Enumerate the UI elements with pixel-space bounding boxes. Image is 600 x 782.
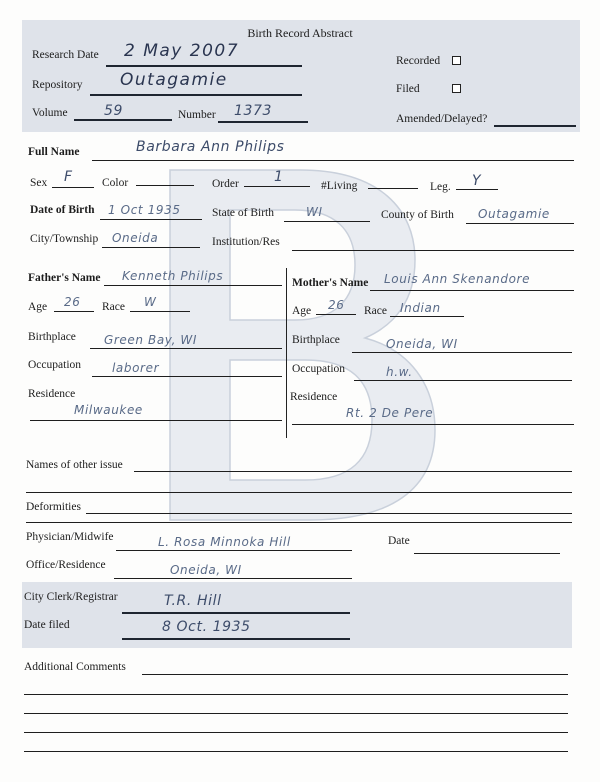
date-filed-value: 8 Oct. 1935	[162, 619, 251, 635]
filed-checkbox[interactable]	[452, 84, 461, 93]
living-line	[368, 188, 418, 189]
filed-label: Filed	[396, 83, 420, 95]
father-occupation-line	[92, 376, 282, 377]
full-name-label: Full Name	[28, 146, 80, 158]
repository-label: Repository	[32, 79, 83, 91]
deformities-line-1	[86, 513, 572, 514]
date-of-birth-value: 1 Oct 1935	[108, 203, 181, 217]
institution-line	[292, 250, 574, 251]
volume-line	[74, 119, 172, 121]
father-birthplace-value: Green Bay, WI	[104, 333, 198, 347]
volume-value: 59	[104, 103, 124, 119]
father-occupation-value: laborer	[112, 361, 160, 375]
father-residence-label: Residence	[28, 388, 76, 400]
mother-birthplace-label: Birthplace	[292, 334, 340, 346]
mother-name-label: Mother's Name	[292, 277, 369, 289]
mother-occupation-value: h.w.	[386, 365, 413, 379]
other-issue-line-1	[134, 471, 572, 472]
mother-age-value: 26	[328, 298, 345, 312]
mother-age-line	[316, 314, 356, 315]
sex-line	[52, 187, 94, 188]
comments-line-3	[24, 713, 568, 714]
mother-age-label: Age	[292, 305, 312, 317]
date-label: Date	[388, 535, 410, 547]
order-line	[244, 186, 310, 187]
father-age-value: 26	[64, 295, 81, 309]
father-birthplace-line	[90, 348, 282, 349]
comments-line-2	[24, 694, 568, 695]
mother-race-label: Race	[364, 305, 387, 317]
research-date-line	[106, 65, 302, 67]
comments-line-1	[142, 674, 568, 675]
father-name-line	[104, 285, 282, 286]
office-residence-value: Oneida, WI	[170, 563, 242, 577]
county-of-birth-value: Outagamie	[478, 207, 550, 221]
living-label: #Living	[321, 180, 358, 192]
form-title: Birth Record Abstract	[247, 26, 353, 40]
father-name-value: Kenneth Philips	[122, 269, 224, 283]
state-of-birth-label: State of Birth	[212, 207, 274, 219]
mother-residence-value: Rt. 2 De Pere	[346, 406, 434, 420]
city-clerk-line	[122, 612, 350, 614]
mother-race-line	[390, 316, 464, 317]
state-of-birth-line	[284, 221, 370, 222]
number-line	[218, 121, 308, 123]
full-name-value: Barbara Ann Philips	[136, 139, 285, 155]
leg-line	[456, 189, 498, 190]
mother-occupation-line	[354, 380, 572, 381]
research-date-value: 2 May 2007	[124, 41, 240, 61]
order-value: 1	[274, 169, 284, 185]
leg-value: Y	[472, 173, 482, 189]
city-township-value: Oneida	[112, 231, 159, 245]
date-filed-label: Date filed	[24, 619, 70, 631]
sex-label: Sex	[30, 177, 48, 189]
mother-birthplace-line	[352, 352, 572, 353]
date-line	[414, 553, 560, 554]
physician-label: Physician/Midwife	[26, 531, 114, 543]
additional-comments-label: Additional Comments	[24, 661, 126, 673]
date-filed-line	[122, 638, 350, 640]
father-occupation-label: Occupation	[28, 359, 82, 371]
volume-label: Volume	[32, 107, 68, 119]
state-of-birth-value: WI	[306, 205, 323, 219]
recorded-checkbox[interactable]	[452, 56, 461, 65]
date-of-birth-line	[100, 219, 202, 220]
city-township-label: City/Township	[30, 233, 99, 245]
physician-line	[116, 550, 352, 551]
mother-birthplace-value: Oneida, WI	[386, 337, 458, 351]
office-residence-label: Office/Residence	[26, 559, 106, 571]
sex-value: F	[64, 169, 73, 185]
color-line	[136, 185, 194, 186]
office-residence-line	[114, 578, 352, 579]
research-date-label: Research Date	[32, 49, 99, 61]
father-age-label: Age	[28, 301, 48, 313]
full-name-line	[92, 160, 574, 161]
father-race-label: Race	[102, 301, 125, 313]
physician-value: L. Rosa Minnoka Hill	[158, 535, 291, 549]
comments-line-4	[24, 732, 568, 733]
column-divider	[286, 268, 287, 438]
other-issue-line-2	[26, 492, 572, 493]
date-of-birth-label: Date of Birth	[30, 204, 95, 216]
recorded-label: Recorded	[396, 55, 441, 67]
other-issue-label: Names of other issue	[26, 459, 123, 471]
father-age-line	[54, 311, 94, 312]
institution-label: Institution/Res	[212, 236, 280, 248]
order-label: Order	[212, 178, 239, 190]
father-residence-line	[30, 420, 282, 421]
repository-value: Outagamie	[120, 70, 228, 90]
mother-residence-line	[292, 424, 574, 425]
mother-race-value: Indian	[400, 301, 441, 315]
color-label: Color	[102, 177, 129, 189]
comments-line-5	[24, 751, 568, 752]
number-label: Number	[178, 109, 216, 121]
amended-line	[494, 125, 576, 127]
county-of-birth-label: County of Birth	[381, 209, 454, 221]
leg-label: Leg.	[430, 181, 451, 193]
father-name-label: Father's Name	[28, 272, 101, 284]
amended-label: Amended/Delayed?	[396, 113, 488, 125]
city-township-line	[102, 247, 200, 248]
deformities-label: Deformities	[26, 501, 81, 513]
mother-occupation-label: Occupation	[292, 363, 346, 375]
number-value: 1373	[234, 103, 273, 119]
father-residence-value: Milwaukee	[74, 403, 143, 417]
city-clerk-label: City Clerk/Registrar	[24, 591, 118, 603]
deformities-line-2	[26, 522, 572, 523]
father-birthplace-label: Birthplace	[28, 331, 76, 343]
mother-name-line	[370, 290, 574, 291]
father-race-line	[130, 311, 190, 312]
repository-line	[90, 94, 302, 96]
city-clerk-value: T.R. Hill	[164, 593, 222, 609]
county-of-birth-line	[466, 223, 574, 224]
father-race-value: W	[144, 295, 157, 309]
mother-name-value: Louis Ann Skenandore	[384, 272, 531, 286]
mother-residence-label: Residence	[290, 391, 338, 403]
